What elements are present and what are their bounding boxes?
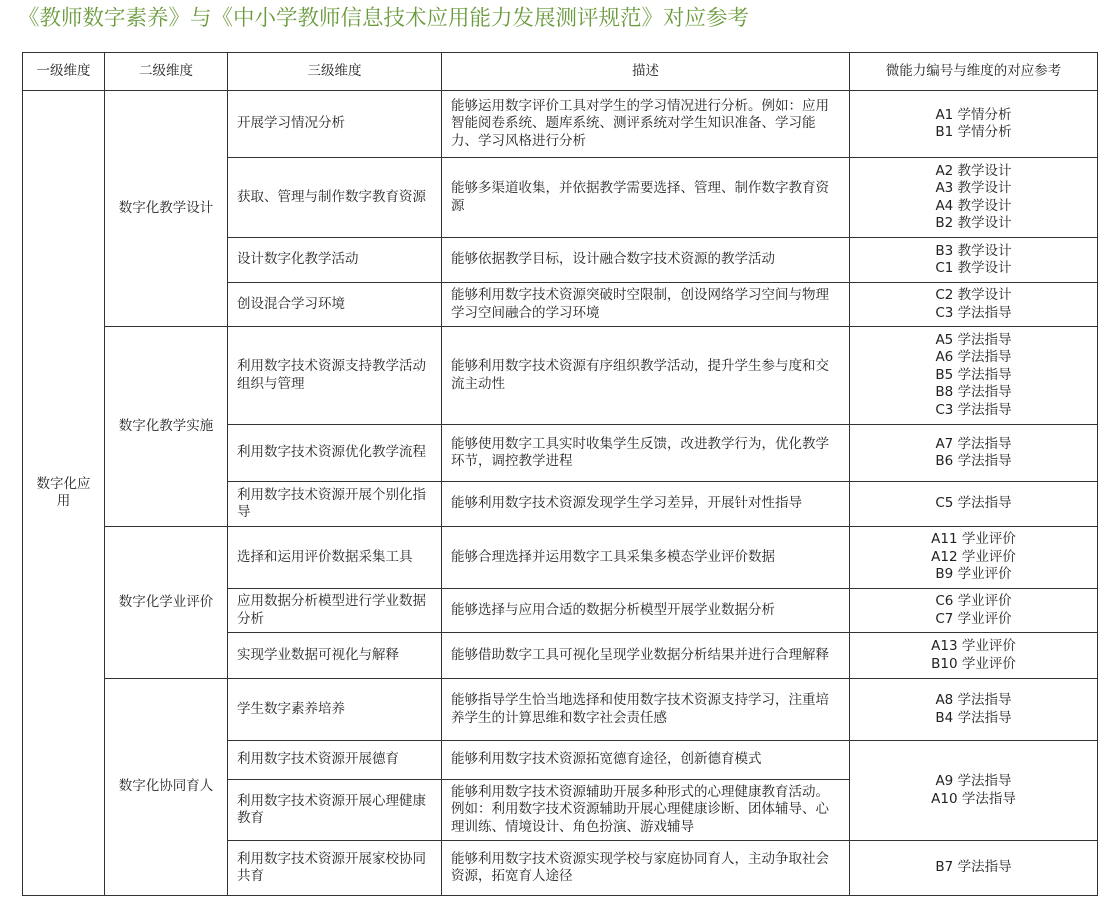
reference-item: C5 学法指导 [935, 495, 1012, 512]
reference-item: C2 教学设计 [935, 287, 1012, 303]
description-cell: 能够依据教学目标，设计融合数字技术资源的教学活动 [442, 238, 850, 283]
level3-cell: 开展学习情况分析 [228, 91, 442, 158]
description-cell: 能够使用数字工具实时收集学生反馈，改进教学行为，优化教学环节，调控教学进程 [442, 425, 850, 482]
reference-item: C6 学业评价 [935, 593, 1012, 609]
reference-cell [850, 589, 1098, 633]
reference-item: A5 学法指导 [935, 331, 1012, 348]
table-row [23, 327, 1098, 425]
level2-cell: 数字化教学实施 [105, 327, 228, 527]
reference-item: A8 学法指导 [935, 692, 1012, 708]
reference-item: B2 教学设计 [935, 215, 1012, 231]
reference-item: A11 学业评价 [931, 531, 1016, 548]
level3-cell: 应用数据分析模型进行学业数据分析 [228, 589, 442, 633]
reference-item: A7 学法指导 [935, 435, 1012, 452]
table-row [23, 527, 1098, 589]
reference-item: A1 学情分析 [935, 106, 1012, 123]
reference-item: B9 学业评价 [935, 566, 1012, 583]
reference-item: A2 教学设计 [935, 162, 1012, 179]
reference-item: B1 学情分析 [935, 124, 1012, 140]
reference-item: A12 学业评价 [931, 548, 1016, 565]
reference-cell [850, 425, 1098, 482]
description-cell: 能够指导学生恰当地选择和使用数字技术资源支持学习，注重培养学生的计算思维和数字社会责任感 [442, 679, 850, 741]
description-cell: 能够多渠道收集，并依据教学需要选择、管理、制作数字教育资源 [442, 158, 850, 238]
level2-cell: 数字化学业评价 [105, 527, 228, 679]
description-cell: 能够利用数字技术资源实现学校与家庭协同育人，主动争取社会资源，拓宽育人途径 [442, 841, 850, 896]
table-row [23, 679, 1098, 741]
level3-cell: 利用数字技术资源优化教学流程 [228, 425, 442, 482]
reference-item: C3 学法指导 [935, 304, 1012, 321]
table-header-row [23, 53, 1098, 91]
level3-cell: 实现学业数据可视化与解释 [228, 633, 442, 679]
level1-cell: 数字化应用 [23, 91, 105, 896]
reference-item: C7 学业评价 [935, 610, 1012, 627]
reference-item: B4 学法指导 [935, 709, 1012, 726]
reference-item: A6 学法指导 [935, 349, 1012, 366]
description-cell: 能够借助数字工具可视化呈现学业数据分析结果并进行合理解释 [442, 633, 850, 679]
reference-item: C1 教学设计 [935, 260, 1012, 276]
reference-item: B7 学法指导 [935, 859, 1012, 876]
reference-cell [850, 91, 1098, 158]
level3-cell: 利用数字技术资源开展个别化指导 [228, 482, 442, 527]
header-level1: 一级维度 [23, 53, 105, 91]
reference-cell [850, 482, 1098, 527]
level2-cell: 数字化教学设计 [105, 91, 228, 327]
level3-cell: 利用数字技术资源开展心理健康教育 [228, 780, 442, 841]
header-level3: 三级维度 [228, 53, 442, 91]
level3-cell: 学生数字素养培养 [228, 679, 442, 741]
description-cell: 能够利用数字技术资源突破时空限制，创设网络学习空间与物理学习空间融合的学习环境 [442, 283, 850, 327]
reference-item: B6 学法指导 [935, 453, 1012, 469]
reference-cell [850, 633, 1098, 679]
reference-item: B8 学法指导 [935, 384, 1012, 401]
reference-cell [850, 679, 1098, 741]
page-title: 《教师数字素养》与《中小学教师信息技术应用能力发展测评规范》对应参考 [18, 6, 750, 31]
level3-cell: 利用数字技术资源开展德育 [228, 741, 442, 780]
reference-item: A10 学法指导 [931, 790, 1016, 807]
reference-item: A4 教学设计 [935, 197, 1012, 214]
reference-cell [850, 841, 1098, 896]
level3-cell: 选择和运用评价数据采集工具 [228, 527, 442, 589]
reference-item: A9 学法指导 [935, 773, 1012, 789]
description-cell: 能够利用数字技术资源拓宽德育途径，创新德育模式 [442, 741, 850, 780]
level3-cell: 创设混合学习环境 [228, 283, 442, 327]
reference-cell [850, 238, 1098, 283]
description-cell: 能够运用数字评价工具对学生的学习情况进行分析。例如：应用智能阅卷系统、题库系统、测评系统对学生知识准备、学习能力、学习风格进行分析 [442, 91, 850, 158]
reference-item: C3 学法指导 [935, 401, 1012, 418]
header-reference: 微能力编号与维度的对应参考 [850, 53, 1098, 91]
level3-cell: 获取、管理与制作数字教育资源 [228, 158, 442, 238]
reference-cell [850, 158, 1098, 238]
reference-cell [850, 741, 1098, 841]
level3-cell: 利用数字技术资源开展家校协同共育 [228, 841, 442, 896]
reference-item: A13 学业评价 [931, 638, 1016, 654]
description-cell: 能够选择与应用合适的数据分析模型开展学业数据分析 [442, 589, 850, 633]
reference-item: B5 学法指导 [935, 366, 1012, 383]
header-level2: 二级维度 [105, 53, 228, 91]
mapping-table [22, 52, 1098, 896]
description-cell: 能够利用数字技术资源有序组织教学活动，提升学生参与度和交流主动性 [442, 327, 850, 425]
table-row [23, 91, 1098, 158]
description-cell: 能够合理选择并运用数字工具采集多模态学业评价数据 [442, 527, 850, 589]
level3-cell: 设计数字化教学活动 [228, 238, 442, 283]
reference-cell [850, 283, 1098, 327]
description-cell: 能够利用数字技术资源发现学生学习差异，开展针对性指导 [442, 482, 850, 527]
reference-item: B3 教学设计 [935, 242, 1012, 259]
level2-cell: 数字化协同育人 [105, 679, 228, 896]
header-description: 描述 [442, 53, 850, 91]
reference-item: A3 教学设计 [935, 180, 1012, 196]
reference-item: B10 学业评价 [931, 655, 1016, 672]
level3-cell: 利用数字技术资源支持教学活动组织与管理 [228, 327, 442, 425]
reference-cell [850, 527, 1098, 589]
description-cell: 能够利用数字技术资源辅助开展多种形式的心理健康教育活动。例如：利用数字技术资源辅助开展心理健康诊断、团体辅导、心理训练、情境设计、角色扮演、游戏辅导 [442, 780, 850, 841]
reference-cell [850, 327, 1098, 425]
